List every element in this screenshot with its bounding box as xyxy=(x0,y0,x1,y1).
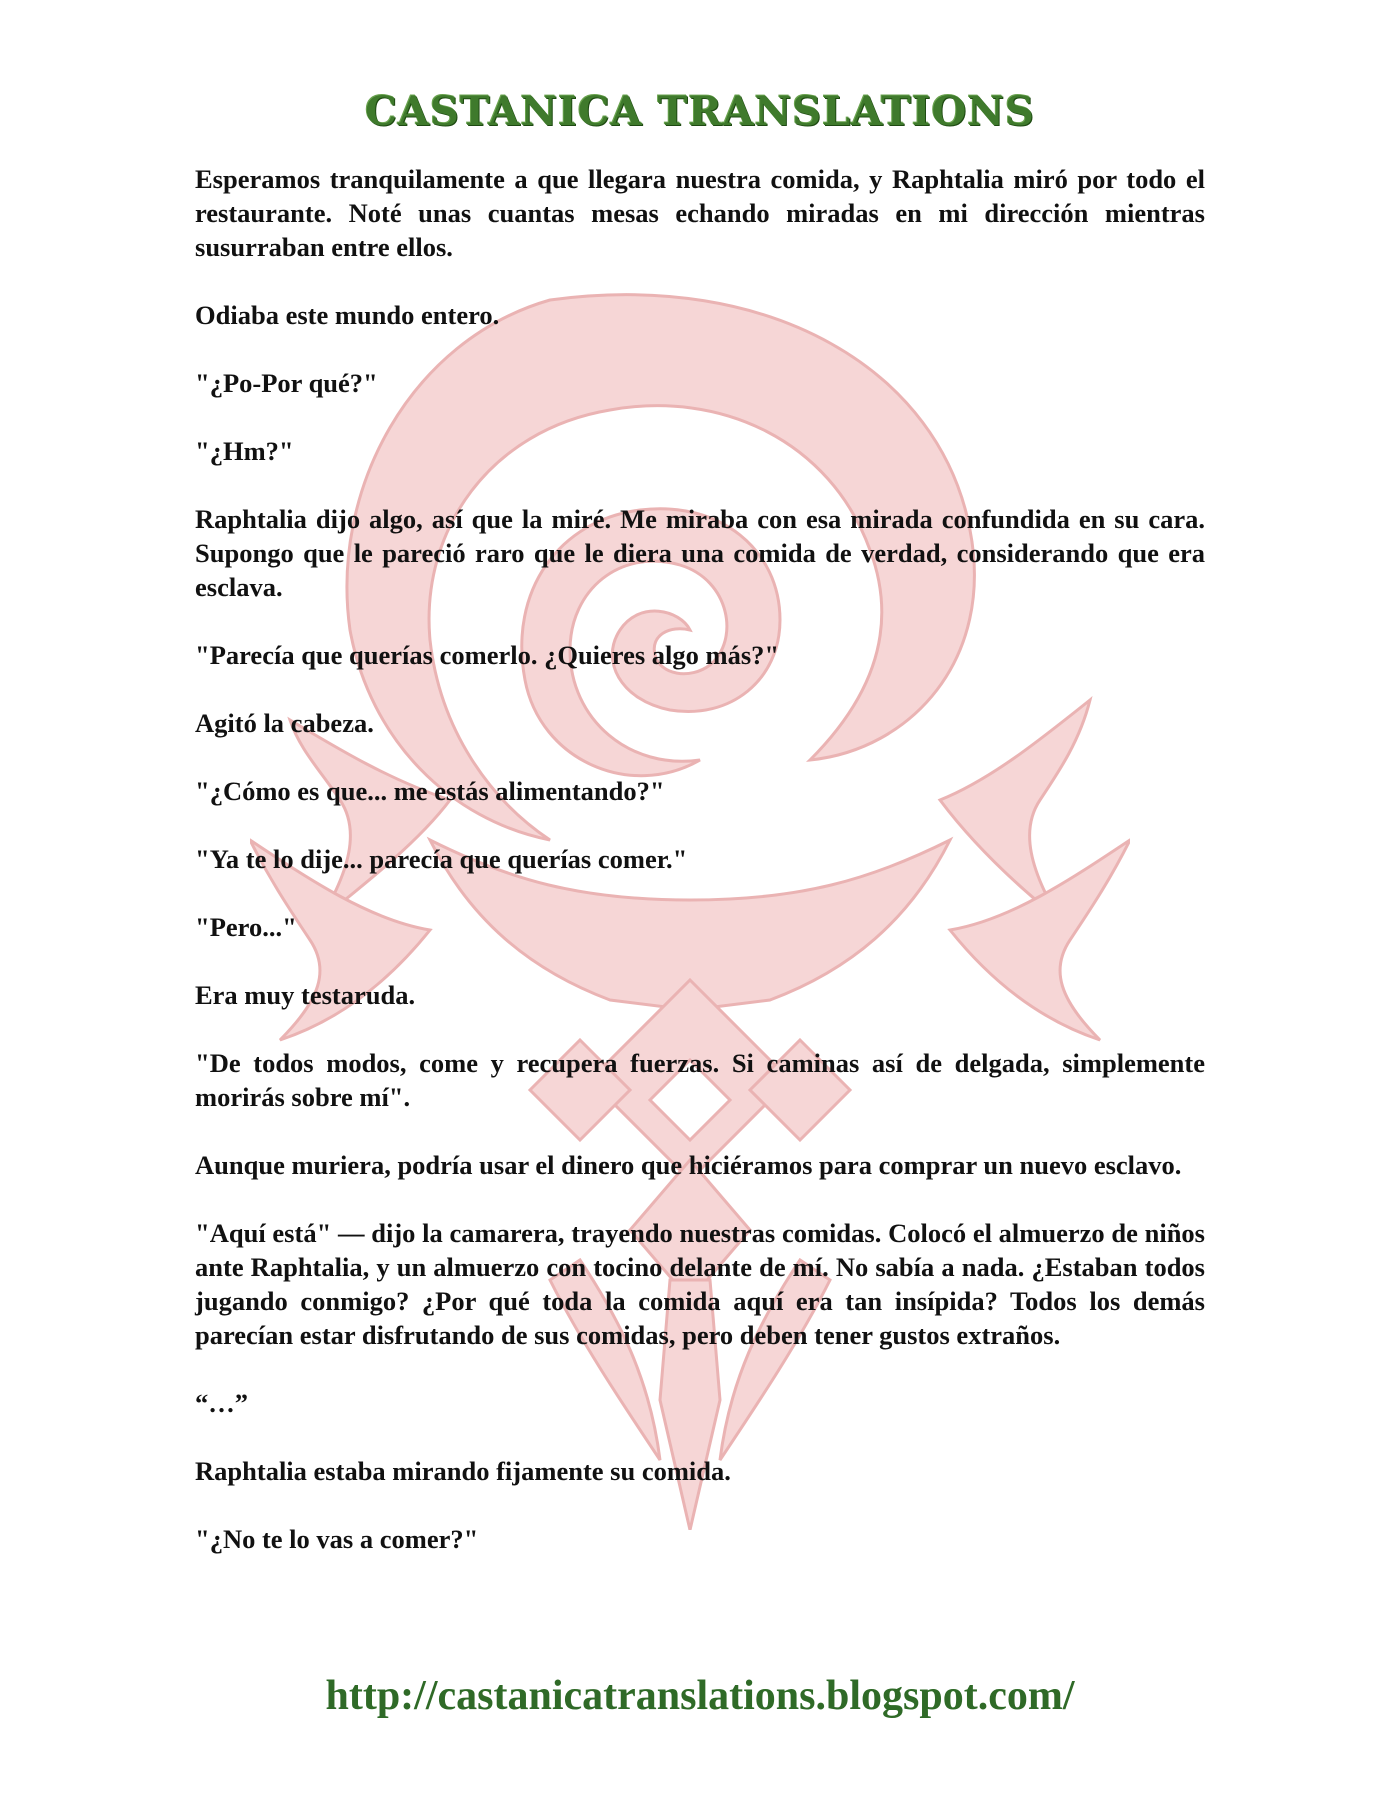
paragraph: "Aquí está" — dijo la camarera, trayendo nuestras comidas. Colocó el almuerzo de niños ante Raphtalia, y un almuerzo con tocino delante de mí. No sabía a nada. ¿Estaban todos jugando conmigo? ¿Por qué toda la comida aquí era tan insípida? Todos los demás parecían estar disfrutando de sus comidas, pero deben tener gustos extraños. xyxy=(195,1218,1205,1350)
paragraph: "Pero..." xyxy=(195,912,297,942)
paragraph: "¿Po-Por qué?" xyxy=(195,368,378,398)
paragraph: “…” xyxy=(195,1388,248,1418)
paragraph: Raphtalia dijo algo, así que la miré. Me miraba con esa mirada confundida en su cara. Supongo que le pareció raro que le diera una comida de verdad, considerando que era esclava. xyxy=(195,504,1205,602)
paragraph: Aunque muriera, podría usar el dinero que hiciéramos para comprar un nuevo esclavo. xyxy=(195,1150,1182,1180)
paragraph: Esperamos tranquilamente a que llegara nuestra comida, y Raphtalia miró por todo el restaurante. Noté unas cuantas mesas echando miradas en mi dirección mientras susurraban entre ellos. xyxy=(195,164,1205,262)
paragraph: "¿No te lo vas a comer?" xyxy=(195,1524,479,1554)
paragraph: Agitó la cabeza. xyxy=(195,708,374,738)
paragraph: Raphtalia estaba mirando fijamente su comida. xyxy=(195,1456,731,1486)
paragraph: "De todos modos, come y recupera fuerzas. Si caminas así de delgada, simplemente morirás sobre mí". xyxy=(195,1048,1205,1112)
paragraph: Era muy testaruda. xyxy=(195,980,416,1010)
paragraph: Odiaba este mundo entero. xyxy=(195,300,500,330)
paragraph: "¿Cómo es que... me estás alimentando?" xyxy=(195,776,665,806)
page-title: CASTANICA TRANSLATIONS xyxy=(365,88,1035,135)
body-text xyxy=(195,162,1205,1590)
paragraph: "¿Hm?" xyxy=(195,436,294,466)
paragraph: "Ya te lo dije... parecía que querías comer." xyxy=(195,844,688,874)
paragraph: "Parecía que querías comerlo. ¿Quieres algo más?" xyxy=(195,640,780,670)
footer-link[interactable]: http://castanicatranslations.blogspot.com/ xyxy=(325,1673,1075,1719)
